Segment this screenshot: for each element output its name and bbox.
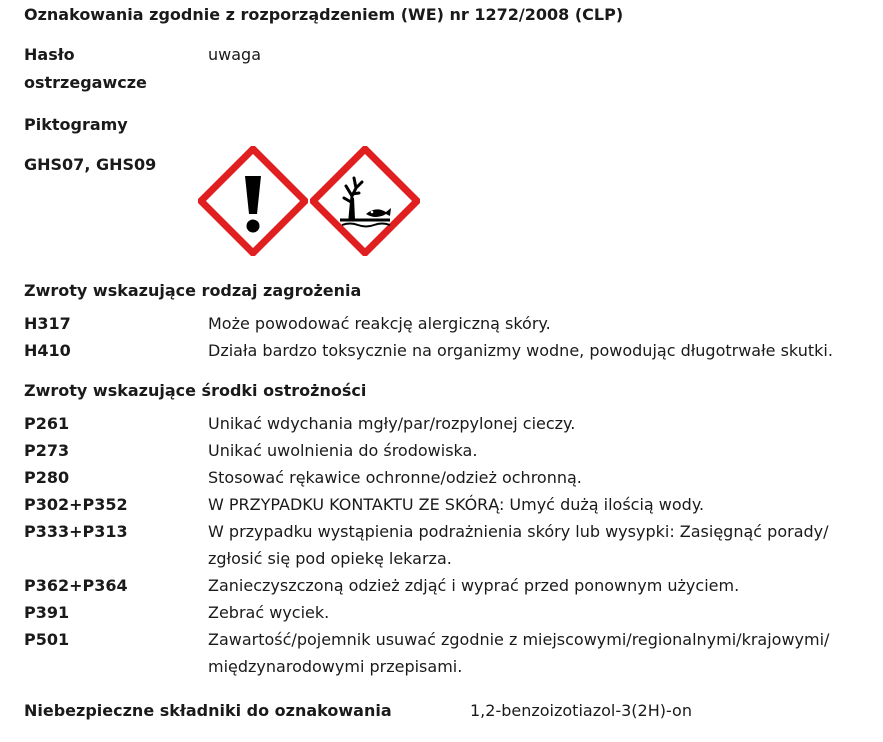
precaution-text: Zawartość/pojemnik usuwać zgodnie z miejscowymi/regionalnymi/krajowymi/: [208, 630, 830, 649]
hazardous-components-value: 1,2-benzoizotiazol-3(2H)-on: [470, 701, 692, 720]
pictograms-heading: Piktogramy: [24, 115, 128, 134]
precaution-text: W PRZYPADKU KONTAKTU ZE SKÓRĄ: Umyć dużą ilością wody.: [208, 495, 705, 514]
precautionary-statements-heading: Zwroty wskazujące środki ostrożności: [24, 381, 367, 400]
signal-word-label-line1: Hasło: [24, 45, 75, 64]
precaution-code: P280: [24, 468, 70, 487]
precaution-text: Unikać wdychania mgły/par/rozpylonej cieczy.: [208, 414, 576, 433]
signal-word-value: uwaga: [208, 45, 261, 64]
precaution-text-continued: międzynarodowymi przepisami.: [208, 657, 463, 676]
section-title: Oznakowania zgodnie z rozporządzeniem (WE) nr 1272/2008 (CLP): [24, 5, 624, 24]
precaution-code: P261: [24, 414, 70, 433]
precaution-text: Unikać uwolnienia do środowiska.: [208, 441, 478, 460]
hazard-text: Działa bardzo toksycznie na organizmy wodne, powodując długotrwałe skutki.: [208, 341, 833, 360]
pictogram-codes: GHS07, GHS09: [24, 155, 157, 174]
precaution-code: P362+P364: [24, 576, 128, 595]
hazard-code: H317: [24, 314, 71, 333]
hazard-text: Może powodować reakcję alergiczną skóry.: [208, 314, 551, 333]
precaution-code: P391: [24, 603, 70, 622]
exclamation-mark-icon: [198, 146, 308, 256]
precaution-code: P333+P313: [24, 522, 128, 541]
precaution-text: Stosować rękawice ochronne/odzież ochronną.: [208, 468, 582, 487]
precaution-code: P501: [24, 630, 70, 649]
precaution-text: Zanieczyszczoną odzież zdjąć i wyprać przed ponownym użyciem.: [208, 576, 740, 595]
precaution-text: Zebrać wyciek.: [208, 603, 330, 622]
precaution-code: P302+P352: [24, 495, 128, 514]
precaution-code: P273: [24, 441, 70, 460]
hazardous-components-label: Niebezpieczne składniki do oznakowania: [24, 701, 392, 720]
hazard-code: H410: [24, 341, 71, 360]
hazard-statements-heading: Zwroty wskazujące rodzaj zagrożenia: [24, 281, 362, 300]
environment-hazard-icon: [310, 146, 420, 256]
precaution-text: W przypadku wystąpienia podrażnienia skóry lub wysypki: Zasięgnąć porady/: [208, 522, 829, 541]
precaution-text-continued: zgłosić się pod opiekę lekarza.: [208, 549, 452, 568]
signal-word-label-line2: ostrzegawcze: [24, 73, 147, 92]
